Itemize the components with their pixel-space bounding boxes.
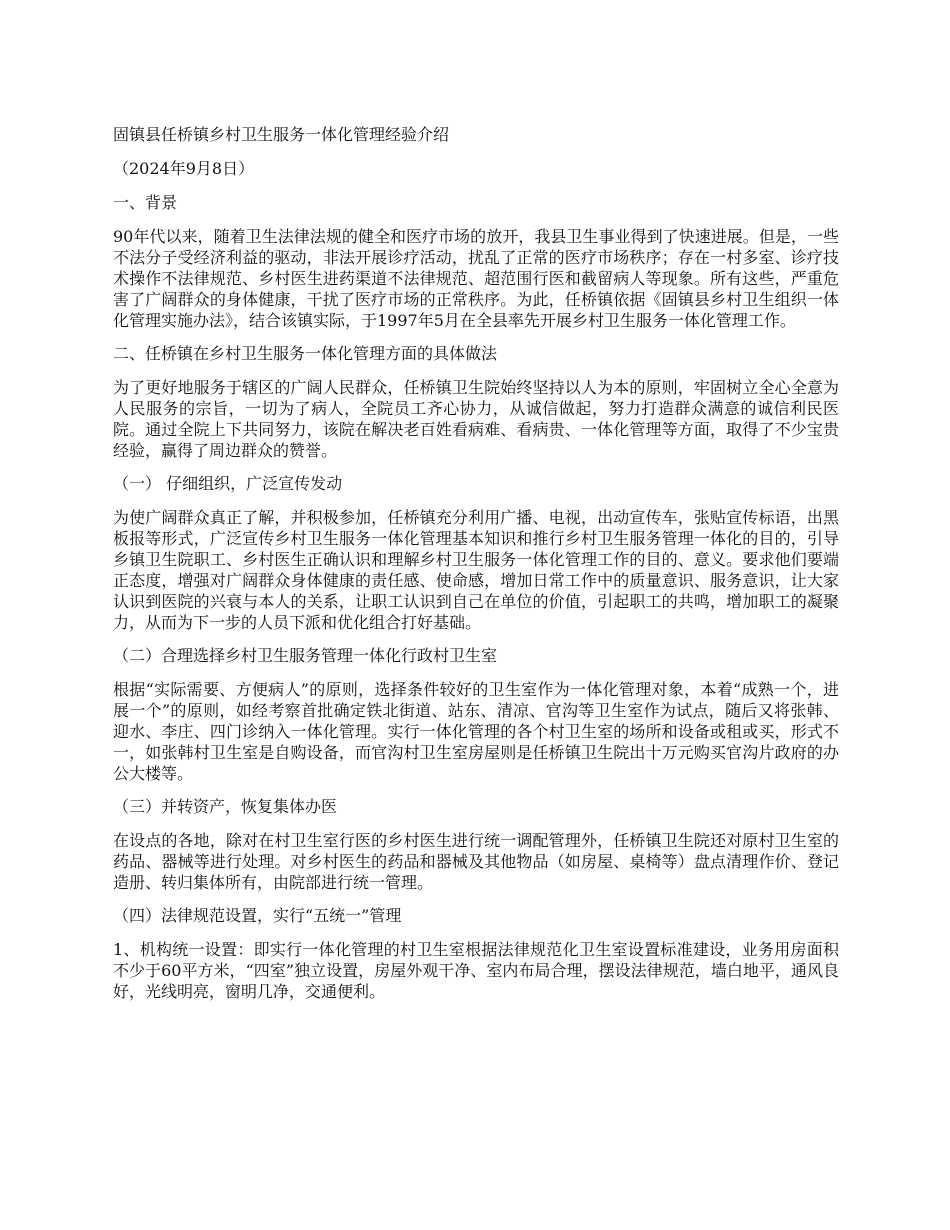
document-title: 固镇县任桥镇乡村卫生服务一体化管理经验介绍 (113, 125, 450, 144)
subsection-paragraph-2: 根据“实际需要、方便病人”的原则，选择条件较好的卫生室作为一体化管理对象，本着“成熟一个，进展一个”的原则，如经考察首批确定铁北街道、站东、清凉、官沟等卫生室作为试点，随后又将张韩、迎水、李庄、四门诊纳入一体化管理。实行一体化管理的各个村卫生室的场所和设备或租或买，形式不一，如张韩村卫生室是自购设备，而官沟村卫生室房屋则是任桥镇卫生院出十万元购买官沟片政府的办公大楼等。 (113, 680, 839, 783)
subsection-paragraph-1: 为使广阔群众真正了解，并积极参加，任桥镇充分利用广播、电视，出动宣传车，张贴宣传标语，出黑板报等形式，广泛宣传乡村卫生服务一体化管理基本知识和推行乡村卫生服务管理一体化的目的，引导乡镇卫生院职工、乡村医生正确认识和理解乡村卫生服务一体化管理工作的目的、意义。要求他们要端正态度，增强对广阔群众身体健康的责任感、使命感，增加日常工作中的质量意识、服务意识，让大家认识到医院的兴衰与本人的关系，让职工认识到自己在单位的价值，引起职工的共鸣，增加职工的凝聚力，从而为下一步的人员下派和优化组合打好基础。 (113, 508, 839, 632)
subsection-paragraph-4: 1、机构统一设置：即实行一体化管理的村卫生室根据法律规范化卫生室设置标准建设，业务用房面积不少于60平方米，“四室”独立设置，房屋外观干净、室内布局合理，摆设法律规范，墙白地平，通风良好，光线明亮，窗明几净，交通便利。 (113, 940, 839, 1001)
document-date: （2024年9月8日） (113, 159, 255, 178)
subsection-heading-1: （一） 仔细组织，广泛宣传发动 (113, 474, 343, 493)
subsection-heading-3: （三）并转资产，恢复集体办医 (113, 797, 338, 816)
section-heading-practices: 二、任桥镇在乡村卫生服务一体化管理方面的具体做法 (113, 344, 498, 363)
document-page (113, 124, 839, 1014)
section-heading-background: 一、背景 (113, 193, 178, 212)
section-paragraph-background: 90年代以来，随着卫生法律法规的健全和医疗市场的放开，我县卫生事业得到了快速进展。但是，一些不法分子受经济利益的驱动，非法开展诊疗活动，扰乱了正常的医疗市场秩序；存在一村多室、诊疗技术操作不法律规范、乡村医生进药渠道不法律规范、超范围行医和截留病人等现象。所有这些，严重危害了广阔群众的身体健康，干扰了医疗市场的正常秩序。为此，任桥镇依据《固镇县乡村卫生组织一体化管理实施办法》，结合该镇实际，于1997年5月在全县率先开展乡村卫生服务一体化管理工作。 (113, 227, 839, 330)
section-paragraph-practices: 为了更好地服务于辖区的广阔人民群众，任桥镇卫生院始终坚持以人为本的原则，牢固树立全心全意为人民服务的宗旨，一切为了病人，全院员工齐心协力，从诚信做起，努力打造群众满意的诚信利民医院。通过全院上下共同努力，该院在解决老百姓看病难、看病贵、一体化管理等方面，取得了不少宝贵经验，赢得了周边群众的赞誉。 (113, 378, 839, 460)
subsection-heading-2: （二）合理选择乡村卫生服务管理一体化行政村卫生室 (113, 646, 498, 665)
subsection-heading-4: （四）法律规范设置，实行“五统一”管理 (113, 906, 402, 925)
subsection-paragraph-3: 在设点的各地，除对在村卫生室行医的乡村医生进行统一调配管理外，任桥镇卫生院还对原村卫生室的药品、器械等进行处理。对乡村医生的药品和器械及其他物品（如房屋、桌椅等）盘点清理作价、登记造册、转归集体所有，由院部进行统一管理。 (113, 831, 839, 892)
